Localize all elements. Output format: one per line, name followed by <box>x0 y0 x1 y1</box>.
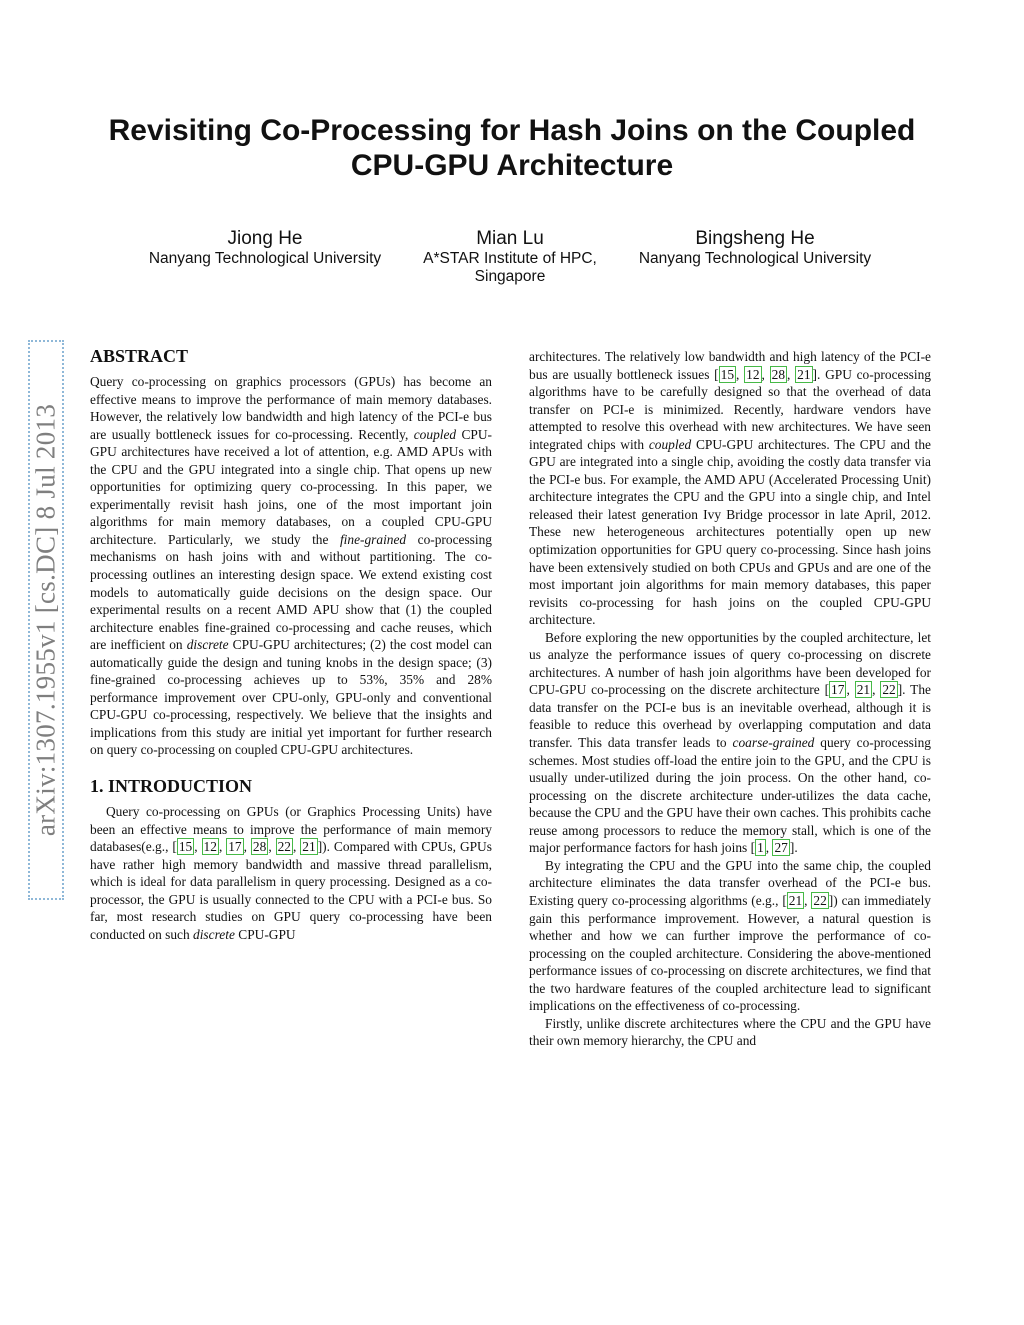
citation-link[interactable]: 27 <box>774 840 788 856</box>
citation-link[interactable]: 22 <box>277 839 291 855</box>
right-column <box>529 348 931 1050</box>
citation-link[interactable]: 17 <box>228 839 242 855</box>
citation-link[interactable]: 21 <box>302 839 316 855</box>
citation-link[interactable]: 28 <box>252 839 267 855</box>
citation-link[interactable]: 28 <box>771 366 786 382</box>
citation-link[interactable]: 21 <box>797 366 811 382</box>
introduction-heading: 1. INTRODUCTION <box>90 776 253 797</box>
author-name: Bingsheng He <box>695 228 815 249</box>
author-name: Mian Lu <box>476 228 544 249</box>
author-3 <box>635 228 875 268</box>
intro-paragraph-3: By integrating the CPU and the GPU into the same chip, the coupled architecture eliminates the data transfer overhead of the PCI-e bus. Existing query co-processing algorithms (e.g., [ 21 , 22 ]) can immediately gain this performance improvement. However, a natural question is whether and how we can further improve the performance of co-processing on the coupled architecture. Considering the above-mentioned performance issues of co-processing on discrete architectures, we find that the two hardware features of the coupled architecture lead to significant implications on the effectiveness of co-processing. <box>529 857 931 1014</box>
citation-link[interactable]: 12 <box>203 839 217 855</box>
author-affiliation: Nanyang Technological University <box>638 250 872 267</box>
intro-paragraph-4: Firstly, unlike discrete architectures where the CPU and the GPU have their own memory hierarchy, the CPU and <box>529 1015 931 1049</box>
citation-link[interactable]: 21 <box>788 892 803 908</box>
intro-paragraph-1: Query co-processing on GPUs (or Graphics Processing Units) have been an effective means to improve the performance of main memory databases(e.g., [ 15 , 12 , 17 , 28 , 22 , 21 ]). Compared with CPUs, GPUs have rather high memory bandwidth and massive thread parallelism, which is ideal for data parallelism in query processing. Designed as a co-processor, the GPU is usually connected to the CPU with a PCI-e bus. So far, most research studies on GPU query co-processing have been conducted on such discrete CPU-GPU <box>90 804 492 942</box>
author-affiliation: Nanyang Technological University <box>148 250 382 267</box>
intro-paragraph-2: Before exploring the new opportunities by the coupled architecture, let us analyze the performance issues of query co-processing on discrete architectures. A number of hash join algorithms have been developed for CPU-GPU co-processing on the discrete architecture [ 17 , 21 , 22 ]. The data transfer on the PCI-e bus is an inevitable overhead, although it is feasible to reduce this overhead by overlapping computation and data transfer. This data transfer leads to coarse-grained query co-processing schemes. Most studies off-load the entire join to the GPU, and the CPU is usually under-utilized during the join process. On the other hand, co-processing on the discrete architecture under-utilizes the data cache, because the CPU and the GPU have their own caches. This prohibits cache reuse among processors to reduce the memory stall, which is one of the major performance factors for hash joins [ 1 , 27 ]. <box>529 629 931 856</box>
citation-link[interactable]: 22 <box>813 892 827 908</box>
abstract-text: Query co-processing on graphics processors (GPUs) has become an effective means to improve the performance of main memory databases. However, the relatively low bandwidth and high latency of the PCI-e bus are usually bottleneck issues for co-processing. Recently, coupled CPU-GPU architectures have received a lot of attention, e.g. AMD APUs with the CPU and the GPU integrated into a single chip. That opens up new opportunities for optimizing query co-processing. In this paper, we experimentally revisit hash joins, one of the most important join algorithms for main memory databases, on a coupled CPU-GPU architecture. Particularly, we study the fine-grained co-processing mechanisms on hash joins with and without partitioning. The co-processing outlines an interesting design space. We extend existing cost models to automatically guide decisions on the design space. Our experimental results on a recent AMD APU show that (1) the coupled architecture enables fine-grained co-processing and cache reuses, which are inefficient on discrete CPU-GPU architectures; (2) the cost model can automatically guide the design and tuning knobs in the design space; (3) fine-grained co-processing achieves up to 53%, 35% and 28% performance improvement over CPU-only, GPU-only and conventional CPU-GPU co-processing, respectively. We believe that the insights and implications from this study are initial yet important for further research on query co-processing on coupled CPU-GPU architectures. <box>90 374 492 758</box>
citation-link[interactable]: 17 <box>831 682 845 698</box>
author-2 <box>390 228 630 286</box>
author-name: Jiong He <box>227 228 303 249</box>
author-1 <box>145 228 385 268</box>
citation-link[interactable]: 21 <box>856 682 871 698</box>
abstract-heading: ABSTRACT <box>90 346 189 366</box>
arxiv-stamp: arXiv:1307.1955v1 [cs.DC] 8 Jul 2013 <box>30 403 61 837</box>
intro-paragraph-1-cont: architectures. The relatively low bandwidth and high latency of the PCI-e bus are usually bottleneck issues [ 15 , 12 , 28 , 21 ]. GPU co-processing algorithms have to be carefully designed so that the overhead of data transfer on PCI-e is minimized. Recently, hardware vendors have attempted to resolve this overhead with new architectures. We have seen integrated chips with coupled CPU-GPU architectures. The CPU and the GPU are integrated into a single chip, avoiding the costly data transfer via the PCI-e bus. For example, the AMD APU (Accelerated Processing Unit) architecture integrates the CPU and the GPU into a single chip, and Intel released their latest generation Ivy Bridge processor in late April, 2012. These new heterogeneous architectures potentially open up new optimization opportunities for GPU query co-processing. Since hash joins have been extensively studied on both CPUs and GPUs and are one of the most important join algorithms for main memory databases, this paper revisits co-processing for hash joins on the coupled CPU-GPU architecture. <box>529 349 931 628</box>
left-column <box>90 345 492 943</box>
citation-link[interactable]: 15 <box>178 839 193 855</box>
paper-title: Revisiting Co-Processing for Hash Joins on the Coupled CPU-GPU Architecture <box>108 114 916 182</box>
citation-link[interactable]: 22 <box>882 682 896 698</box>
author-affiliation: A*STAR Institute of HPC, Singapore <box>423 250 597 285</box>
citation-link[interactable]: 15 <box>720 366 735 382</box>
citation-link[interactable]: 12 <box>746 366 760 382</box>
citation-link[interactable]: 1 <box>757 840 764 856</box>
